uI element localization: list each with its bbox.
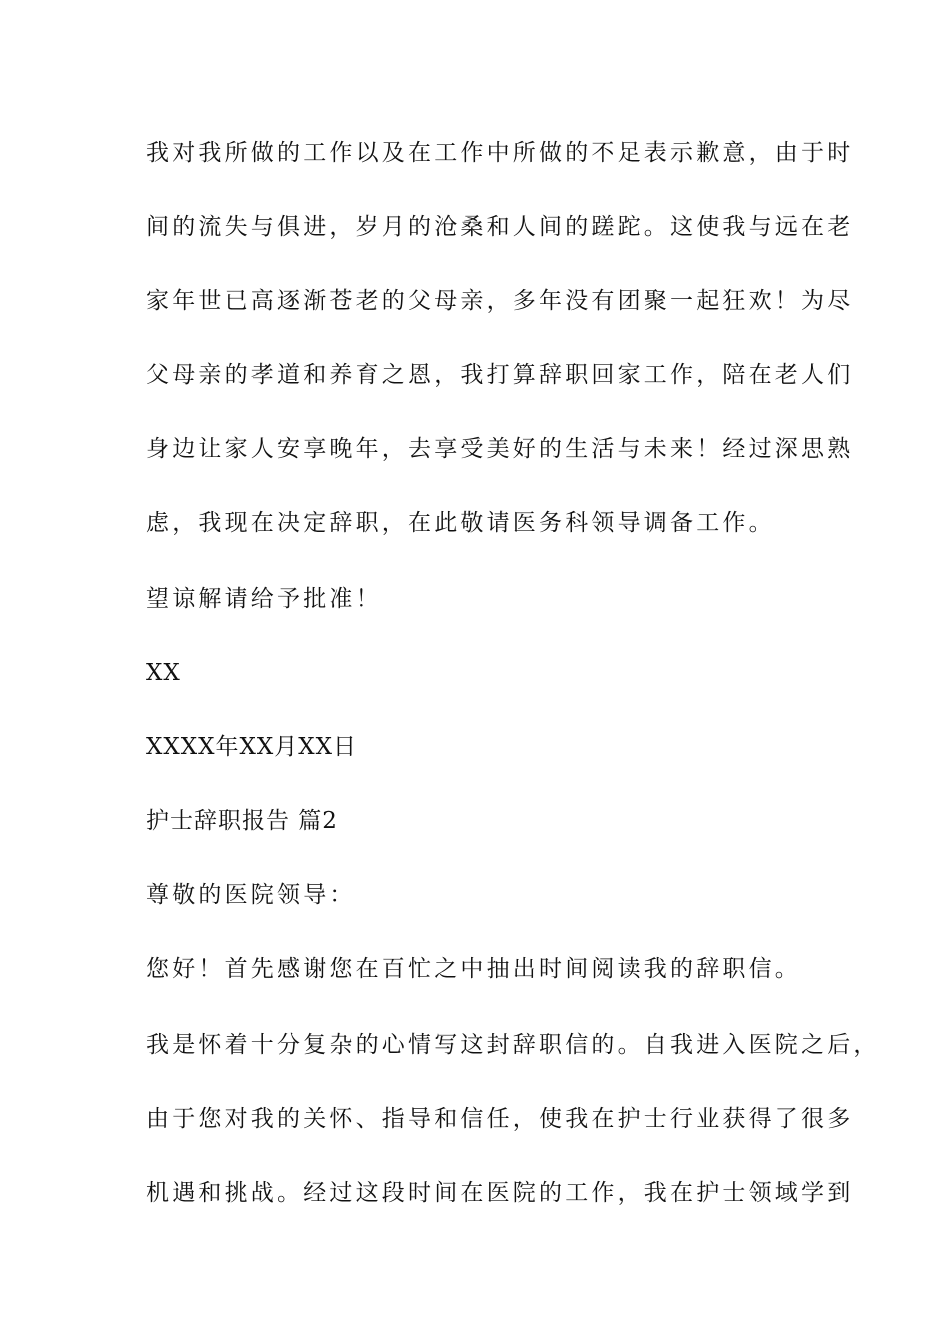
paragraph-line: 间的流失与俱进，岁月的沧桑和人间的蹉跎。这使我与远在老 <box>146 214 854 240</box>
paragraph-line: 父母亲的孝道和养育之恩，我打算辞职回家工作，陪在老人们 <box>146 362 854 388</box>
paragraph-line: 我是怀着十分复杂的心情写这封辞职信的。自我进入医院之后， <box>146 1032 880 1058</box>
greeting-line: 您好！首先感谢您在百忙之中抽出时间阅读我的辞职信。 <box>146 956 801 982</box>
paragraph-line: 虑，我现在决定辞职，在此敬请医务科领导调备工作。 <box>146 510 775 536</box>
paragraph-line: 机遇和挑战。经过这段时间在医院的工作，我在护士领域学到 <box>146 1180 854 1206</box>
signature-name: XX <box>146 660 181 686</box>
paragraph-line: 由于您对我的关怀、指导和信任，使我在护士行业获得了很多 <box>146 1106 854 1132</box>
paragraph-line: 家年世已高逐渐苍老的父母亲，多年没有团聚一起狂欢！为尽 <box>146 288 854 314</box>
salutation: 尊敬的医院领导： <box>146 882 356 908</box>
paragraph-line: 我对我所做的工作以及在工作中所做的不足表示歉意，由于时 <box>146 140 854 166</box>
paragraph-line: 身边让家人安享晚年，去享受美好的生活与未来！经过深思熟 <box>146 436 854 462</box>
signature-date: XXXX年XX月XX日 <box>146 734 357 760</box>
request-approval-line: 望谅解请给予批准！ <box>146 586 382 612</box>
section-heading: 护士辞职报告 篇2 <box>146 808 338 834</box>
